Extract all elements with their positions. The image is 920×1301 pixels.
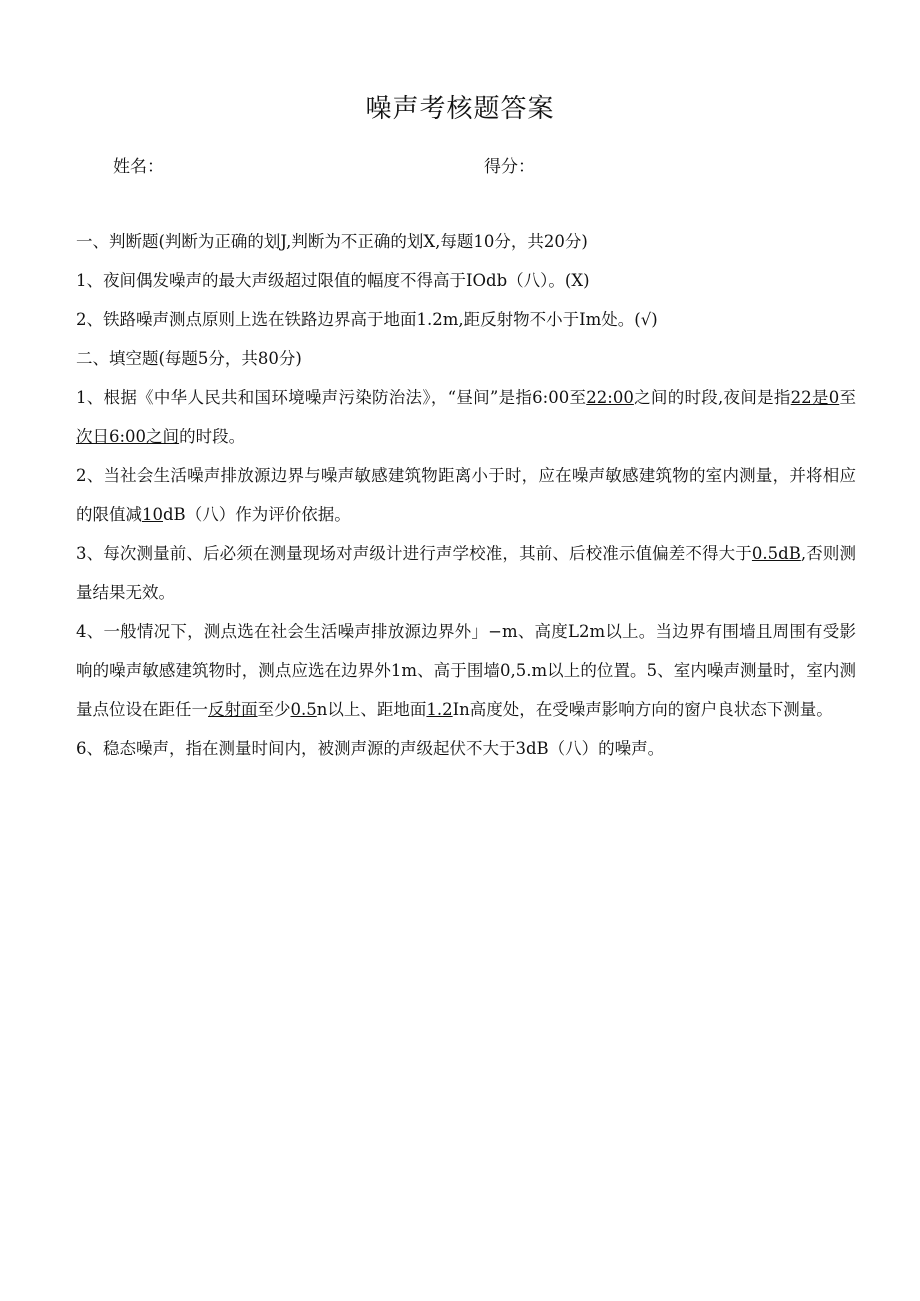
fill-question-2-text-b: dB（八）作为评价依据。 xyxy=(163,505,351,524)
answer-reflective-surface: 反射面 xyxy=(208,700,258,719)
answer-day-end: 22:00 xyxy=(586,388,634,407)
answer-night-end: 次日6:00之间 xyxy=(76,427,180,446)
name-label: 姓名： xyxy=(113,157,164,177)
fill-question-6: 6、稳态噪声，指在测量时间内，被测声源的声级起伏不大于3dB（八）的噪声。 xyxy=(76,739,665,758)
answer-height: 1.2 xyxy=(426,700,453,719)
answer-distance: 0.5 xyxy=(290,700,317,719)
fill-question-1 xyxy=(76,378,856,456)
fill-question-4-text-c: n以上、距地面 xyxy=(316,700,427,719)
fill-question-4-text-d: In高度处，在受噪声影响方向的窗户良状态下测量。 xyxy=(452,700,833,719)
fill-question-1-text-a: 1、根据《中华人民共和国环境噪声污染防治法》，“昼间”是指6:00至 xyxy=(76,388,587,407)
document-body xyxy=(76,222,856,768)
document-title: 噪声考核题答案 xyxy=(365,94,555,124)
true-false-question-1: 1、夜间偶发噪声的最大声级超过限值的幅度不得高于IOdb（八）。(X) xyxy=(76,271,590,290)
fill-question-2-text-a: 2、当社会生活噪声排放源边界与噪声敏感建筑物距离小于时，应在噪声敏感建筑物的室内测量，并将相应的限值减 xyxy=(76,466,856,524)
fill-question-1-text-c: 至 xyxy=(839,388,857,407)
true-false-question-2: 2、铁路噪声测点原则上选在铁路边界高于地面1.2m,距反射物不小于Im处。(√) xyxy=(76,310,658,329)
fill-question-3 xyxy=(76,534,856,612)
fill-question-4 xyxy=(76,612,856,729)
score-label: 得分： xyxy=(484,157,535,177)
fill-question-3-text-b: ,否则测量结果无效。 xyxy=(76,544,857,602)
fill-question-3-text-a: 3、每次测量前、后必须在测量现场对声级计进行声学校准，其前、后校准示值偏差不得大于 xyxy=(76,544,752,563)
answer-calibration-deviation: 0.5dB xyxy=(751,544,801,563)
section1-heading: 一、判断题(判断为正确的划J,判断为不正确的划X,每题10分，共20分) xyxy=(76,232,588,251)
fill-question-1-text-b: 之间的时段,夜间是指 xyxy=(633,388,791,407)
fill-question-4-text-b: 至少 xyxy=(257,700,291,719)
fill-question-1-text-d: 的时段。 xyxy=(179,427,246,446)
fill-question-2 xyxy=(76,456,856,534)
answer-limit-reduction: 10 xyxy=(142,505,163,524)
answer-night-start: 22是0 xyxy=(790,388,840,407)
section2-heading: 二、填空题(每题5分，共80分) xyxy=(76,349,302,368)
fill-question-4-text-a: 4、一般情况下，测点选在社会生活噪声排放源边界外」−m、高度L2m以上。当边界有围墙且周围有受影响的噪声敏感建筑物时，测点应选在边界外1m、高于围墙0,5.m以上的位置。5、室内噪声测量时，室内测量点位设在距任一 xyxy=(76,622,856,719)
